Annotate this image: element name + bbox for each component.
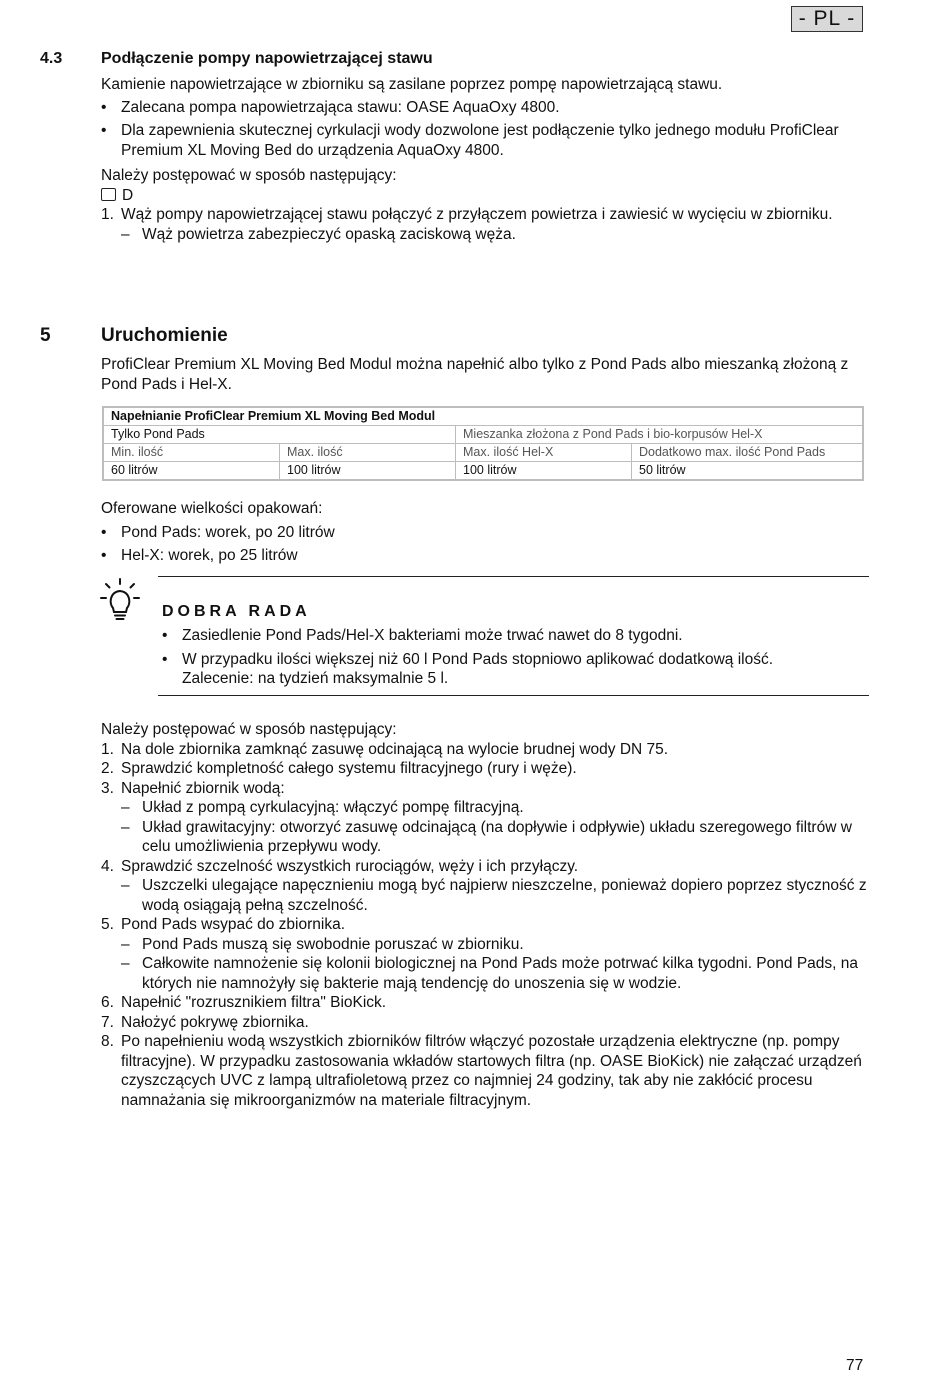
table-row [103,407,863,426]
bullet-list [101,98,871,161]
step-number: 3. [101,779,114,797]
packaging-label: Oferowane wielkości opakowań: [101,500,323,517]
list-item [101,993,871,1013]
bullet-list [101,523,871,566]
checkbox-icon [101,188,116,201]
step-text: Nałożyć pokrywę zbiornika. [121,1013,309,1031]
table-group-header: Mieszanka złożona z Pond Pads i bio-korpusów Hel-X [456,426,864,444]
sub-step-text: Uszczelki ulegające napęcznieniu mogą być najpierw nieszczelne, ponieważ dopiero poprzez styczność z wodą osiągają pełną szczelność. [142,877,867,914]
table-column-header: Max. ilość Hel-X [456,444,632,462]
table-cell: 50 litrów [632,462,864,481]
figure-ref-text: D [122,186,134,204]
lightbulb-icon [100,578,140,622]
section-43-body [101,75,871,244]
table-column-header: Dodatkowo max. ilość Pond Pads [632,444,864,462]
list-item: • Pond Pads: worek, po 20 litrów [101,523,871,543]
section-intro: Kamienie napowietrzające w zbiorniku są zasilane poprzez pompę napowietrzającą stawu. [101,76,723,93]
tip-text: W przypadku ilości większej niż 60 l Pond Pads stopniowo aplikować dodatkową ilość. [182,650,774,668]
step-text: Na dole zbiornika zamknąć zasuwę odcinającą na wylocie brudnej wody DN 75. [121,740,669,758]
procedure-block [101,720,871,1110]
step-number: 4. [101,857,114,875]
list-item: • Zasiedlenie Pond Pads/Hel-X bakteriami może trwać nawet do 8 tygodni. [162,626,862,646]
list-item [162,650,862,689]
sub-step: – Pond Pads muszą się swobodnie poruszać w zbiorniku. [121,935,524,953]
table-row [103,462,863,481]
step-text: Napełnić zbiornik wodą: [121,779,285,797]
list-item [101,1032,871,1110]
page-number: 77 [846,1357,864,1374]
step-number: 2. [101,760,114,777]
sub-step-text: Układ grawitacyjny: otworzyć zasuwę odcinającą (na dopływie i odpływie) układu szeregowego filtrów w celu umożliwienia przepływu wody. [142,818,852,855]
tip-body [162,626,862,689]
table-row [103,444,863,462]
section-title: Podłączenie pompy napowietrzającej stawu [101,50,433,67]
sub-step: – Wąż powietrza zabezpieczyć opaską zaciskową węża. [121,225,516,243]
step-text: Po napełnieniu wodą wszystkich zbiorników filtrów włączyć pozostałe urządzenia elektryczne (np. pompy filtracyjne). W przypadku zastosowania wkładów startowych filtra (np. OASE BioKick) nie załączać urządzeń czyszczących UVC z lampą ultrafioletową przez co najmniej 24 godziny, tak aby nie zakłócić procesu namnażania się mikroorganizmów na materiale filtracyjnym. [121,1033,862,1109]
figure-reference [101,186,871,206]
table-cell: 60 litrów [103,462,280,481]
step-list [101,740,871,1111]
step-text: Sprawdzić szczelność wszystkich rurociągów, węży i ich przyłączy. [121,857,579,875]
step-text: Wąż pompy napowietrzającej stawu połączyć z przyłączem powietrza i zawiesić w wycięciu w zbiorniku. [121,206,833,223]
list-item: • Hel-X: worek, po 25 litrów [101,546,871,566]
table-column-header: Min. ilość [103,444,280,462]
sub-step-text: Pond Pads muszą się swobodnie poruszać w zbiorniku. [142,935,524,953]
sub-step-text: Wąż powietrza zabezpieczyć opaską zaciskową węża. [142,225,516,243]
table-title: Napełnianie ProfiClear Premium XL Moving Bed Modul [103,407,863,426]
procedure-label: Należy postępować w sposób następujący: [101,721,397,738]
procedure-label: Należy postępować w sposób następujący: [101,167,397,184]
section-5-intro: ProfiClear Premium XL Moving Bed Modul można napełnić albo tylko z Pond Pads albo mieszanką złożoną z Pond Pads i Hel-X. [101,356,849,393]
list-item: • Zalecana pompa napowietrzająca stawu: OASE AquaOxy 4800. [101,98,871,118]
table-group-header: Tylko Pond Pads [103,426,456,444]
list-item [101,1013,871,1033]
section-title: Uruchomienie [101,325,228,346]
list-item [101,857,871,877]
sub-step: – Układ z pompą cyrkulacyjną: włączyć pompę filtracyjną. [121,799,524,816]
sub-step: – Całkowite namnożenie się kolonii biologicznej na Pond Pads może potrwać kilka tygodni. Pond Pads, na których nie namnożyły się bakterie mają tendencję do unoszenia się w wodzie. [121,955,858,992]
step-text: Sprawdzić kompletność całego systemu filtracyjnego (rury i węże). [121,760,577,777]
tip-text: Zalecenie: na tydzień maksymalnie 5 l. [182,670,449,687]
step-number: 8. [101,1033,114,1050]
table-cell: 100 litrów [456,462,632,481]
list-item: • Dla zapewnienia skutecznej cyrkulacji wody dozwolone jest podłączenie tylko jednego modułu ProfiClear Premium XL Moving Bed do urządzenia AquaOxy 4800. [101,121,871,160]
step-text: Napełnić "rozrusznikiem filtra" BioKick. [121,994,387,1011]
sub-step-text: Całkowite namnożenie się kolonii biologicznej na Pond Pads może potrwać kilka tygodni. Pond Pads, na których nie namnożyły się bakterie mają tendencję do unoszenia się w wodzie. [142,955,858,992]
sub-step-text: Układ z pompą cyrkulacyjną: włączyć pompę filtracyjną. [142,799,524,816]
step-list [101,205,871,225]
list-item: 1. Wąż pompy napowietrzającej stawu połączyć z przyłączem powietrza i zawiesić w wycięciu w zbiorniku. [101,206,833,223]
table-column-header: Max. ilość [280,444,456,462]
section-number: 4.3 [40,50,63,67]
step-number: 6. [101,994,114,1011]
tip-heading: DOBRA RADA [162,603,311,620]
divider [158,576,869,577]
sub-step: – Układ grawitacyjny: otworzyć zasuwę odcinającą (na dopływie i odpływie) układu szeregowego filtrów w celu umożliwienia przepływu wody. [121,818,852,855]
step-text: Pond Pads wsypać do zbiornika. [121,916,346,933]
step-number: 7. [101,1013,114,1031]
list-item [101,915,871,935]
list-item [101,759,871,779]
table-cell: 100 litrów [280,462,456,481]
step-number: 5. [101,916,114,933]
packaging-block [101,499,871,570]
divider [158,695,869,696]
list-item [101,740,871,760]
list-item [101,779,871,799]
filling-table [102,406,864,481]
language-badge: - PL - [791,6,863,32]
sub-step: – Uszczelki ulegające napęcznieniu mogą być najpierw nieszczelne, ponieważ dopiero poprzez styczność z wodą osiągają pełną szczelność. [121,877,867,914]
table-row [103,426,863,444]
bullet-list [162,626,862,689]
section-number: 5 [40,325,51,346]
step-number: 1. [101,740,114,758]
